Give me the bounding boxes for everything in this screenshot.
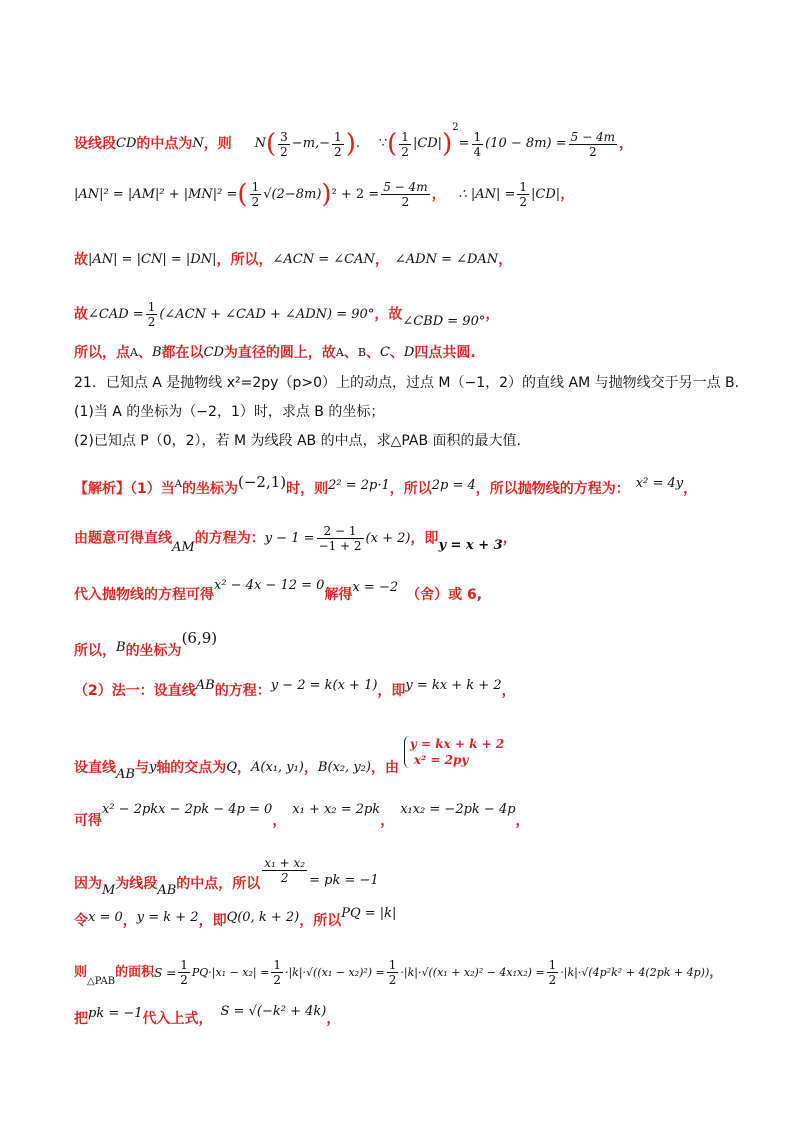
solution-line-12: 所以，B的坐标为(6,9) [74,629,218,659]
math: . [355,136,360,151]
solution-line-18: 则△PAB的面积S = $\frac{1}{2}$ PQ·|x₁ − x₂| = $\frac{1}{2}$ ·|k|·√((x₁ − x₂)²) = $\frac{1}{2}$ ·|k|·√((x₁ + x₂)² − 4x₁x₂) = $\frac{1}{2}$ ·|k|·√(4p²k² + 4(2pk + 4p))， [74,958,723,987]
solution-line-11: 代入抛物线的方程可得x² − 4x − 12 = 0解得x = −2 （舍）或 6, [74,578,483,603]
math: |AN|² = |AM|² + |MN|² = [74,186,238,202]
solution-line-13: （2）法一：设直线AB的方程：y − 2 = k(x + 1)，即y = kx + k + 2， [74,678,516,699]
solution-line-5: 所以，点A、B都在以CD为直径的圆上，故A、B、C、D四点共圆. [74,345,476,361]
math: N [254,136,266,151]
solution-line-1: 设线段CD的中点为N，则 N( $\frac{3}{2}$ −m,− $\frac{1}{2}$ ). ∵( $\frac{1}{2}$ |CD|)$^2$= $\frac{1}{4}$ (10 − 8m) = $\frac{5 - 4m}{2}$ ， [74,122,633,159]
equation-system: y = kx + k + 2 x² = 2py [404,736,504,768]
text: 设线段 [74,136,116,152]
solution-line-2: |AN|² = |AM|² + |MN|² =( $\frac{1}{2}$ √(2−8m))² + 2 = $\frac{5 - 4m}{2}$ ， ∴ |AN| = $\frac{1}{2}$ |CD|， [74,179,575,210]
fraction: $\frac{1}{2}$ [334,129,342,159]
solution-line-4: 故∠CAD = $\frac{1}{2}$ (∠ACN + ∠CAD + ∠ADN) = 90°，故∠CBD = 90°， [74,300,500,329]
text: 的中点为 [136,136,193,152]
text: ，则 [203,136,232,152]
solution-line-15: 可得x² − 2pkx − 2pk − 4p = 0，x₁ + x₂ = 2pk，x₁x₂ = −2pk − 4p， [74,802,530,829]
solution-line-16: 因为M为线段AB的中点，所以 $\frac{\text{x₁ + x₂}}{2}$ = pk = −1 [74,856,379,898]
solution-line-3: 故|AN| = |CN| = |DN|，所以，∠ACN = ∠CAN， ∠ADN = ∠DAN， [74,252,513,268]
solution-line-9: 【解析】（1）当A的坐标为(−2,1)时，则2² = 2p·1，所以2p = 4，所以抛物线的方程为： x² = 4y， [74,473,698,497]
problem-21-statement: 21．已知点 A 是抛物线 x²=2py（p>0）上的动点，过点 M（−1，2）的直线 AM 与抛物线交于另一点 B. [74,375,740,391]
solution-line-19: 把pk = −1代入上式， S = √(−k² + 4k)， [74,1004,341,1027]
math: −m,− [291,136,331,151]
paren: ) [345,129,356,159]
math: ∵ [378,136,388,151]
solution-line-10: 由题意可得直线AM的方程为：y − 1 = $\frac{2 - 1}{-1 + 2}$ (x + 2)，即y = x + 3， [74,524,517,555]
solution-line-17: 令x = 0，y = k + 2，即Q(0, k + 2)，所以PQ = |k| [74,906,397,929]
problem-21-part-1: (1)当 A 的坐标为（−2，1）时，求点 B 的坐标； [74,404,385,420]
paren: ( [266,129,277,159]
math: CD [116,136,137,151]
fraction: $\frac{3}{2}$ [280,129,288,159]
solution-line-14: 设直线AB与y轴的交点为Q，A(x₁, y₁)，B(x₂, y₂)，由 y = kx + k + 2 x² = 2py [74,737,505,782]
math: N [192,136,204,151]
problem-21-part-2: (2)已知点 P（0，2），若 M 为线段 AB 的中点，求△PAB 面积的最大值. [74,433,521,449]
